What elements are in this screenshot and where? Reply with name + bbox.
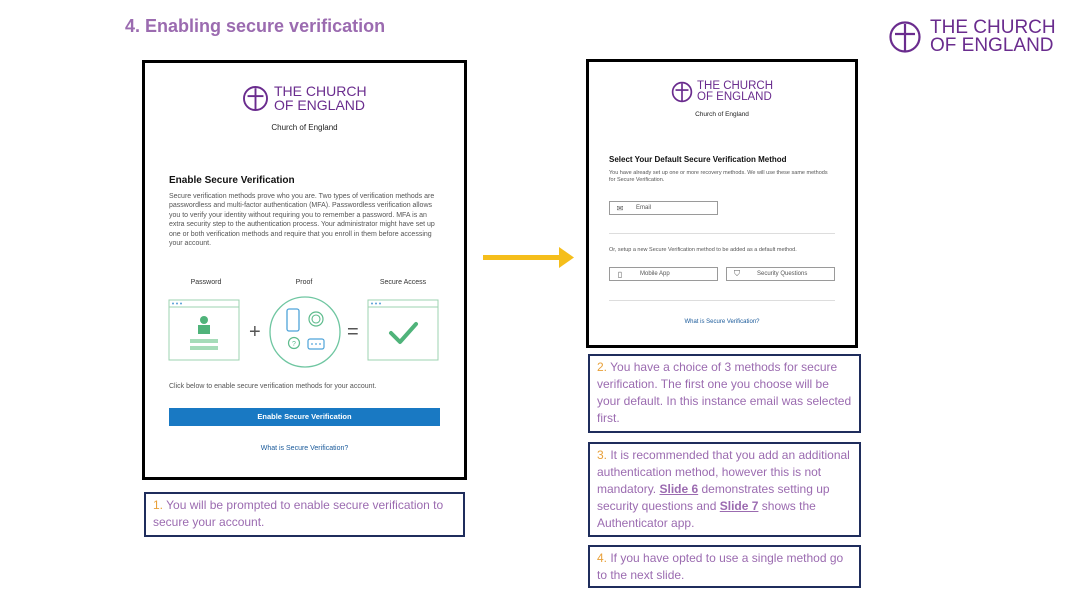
note-text: You have a choice of 3 methods for secure verification. The first one you choose will be your default. In this instance email was selected first. (597, 360, 852, 425)
note-4 (588, 545, 861, 588)
slide-6-link[interactable]: Slide 6 (659, 482, 699, 496)
note-text: If you have opted to use a single method go to the next slide. (597, 551, 844, 582)
note-number: 4. (597, 551, 608, 565)
enable-secure-verification-button[interactable]: Enable Secure Verification (169, 408, 440, 426)
divider (609, 300, 835, 301)
logo-line-1: THE CHURCH (697, 80, 774, 93)
select-method-description: You have already set up one or more recovery methods. We will use these same methods for Secure Verification. (609, 170, 828, 184)
what-is-secure-verification-link[interactable]: What is Secure Verification? (684, 319, 760, 325)
enable-heading: Enable Secure Verification (169, 175, 295, 186)
password-illustration (168, 299, 240, 366)
plus-operator: + (249, 321, 261, 343)
security-questions-option[interactable] (726, 267, 835, 281)
logo-line-1: THE CHURCH (274, 83, 367, 100)
alt-method-text: Or, setup a new Secure Verification method to be added as a default method. (609, 247, 797, 253)
note-2 (588, 354, 861, 433)
screen1-logo (242, 85, 367, 112)
fingerprint-phone-icon (268, 295, 342, 369)
mobile-app-label: Mobile App (640, 271, 670, 277)
note-text: You will be prompted to enable secure verification to secure your account. (153, 498, 444, 529)
mobile-app-option[interactable] (609, 267, 718, 281)
enable-description: Secure verification methods prove who you are. Two types of verification methods are passwordless and multi-factor authentication (MFA). Passwordless verification allows you to verify your identity without requiring you to remember a password. MFA is an extra security step to the authentication process. Your administrator might have set up one or both verification methods and require that you enroll in them before accessing your account. (169, 193, 435, 248)
password-window-icon (168, 299, 240, 361)
secure-access-illustration (367, 299, 439, 366)
envelope-icon: ✉ (616, 203, 624, 213)
church-of-england-logo (888, 19, 1056, 55)
proof-label: Proof (295, 279, 313, 286)
equals-operator: = (347, 321, 359, 343)
screen2-logo (671, 81, 773, 103)
logo-line-1: THE CHURCH (930, 17, 1056, 38)
secure-access-label: Secure Access (379, 279, 427, 286)
note-3 (588, 442, 861, 537)
slide-7-link[interactable]: Slide 7 (719, 499, 759, 513)
note-number: 3. (597, 448, 608, 462)
shield-icon: ⛉ (734, 269, 740, 278)
logo-line-2: OF ENGLAND (930, 35, 1054, 57)
org-name: Church of England (695, 111, 749, 118)
enable-instruction: Click below to enable secure verification methods for your account. (169, 383, 377, 390)
cross-circle-icon (888, 20, 922, 54)
cross-circle-icon (242, 85, 269, 112)
enable-verification-screenshot (142, 60, 467, 480)
select-method-heading: Select Your Default Secure Verification Method (609, 155, 787, 164)
logo-line-2: OF ENGLAND (274, 96, 366, 113)
note-text: shows the Authenticator app. (597, 499, 816, 530)
proof-illustration (268, 295, 342, 374)
cross-circle-icon (671, 81, 693, 103)
note-number: 2. (597, 360, 608, 374)
svg-text:?: ? (292, 341, 296, 348)
phone-icon: ▯ (617, 269, 623, 279)
divider (609, 233, 835, 234)
select-method-screenshot (586, 59, 858, 348)
email-method-option[interactable] (609, 201, 718, 215)
logo-line-2: OF ENGLAND (697, 91, 772, 103)
note-number: 1. (153, 498, 164, 512)
org-name: Church of England (271, 123, 338, 132)
right-arrow-icon (483, 247, 575, 274)
note-text: It is recommended that you add an additional authentication method, however this is not mandatory. (597, 448, 850, 496)
note-text: demonstrates setting up security questions and (597, 482, 830, 513)
slide-title: 4. Enabling secure verification (125, 16, 386, 36)
what-is-secure-verification-link[interactable]: What is Secure Verification? (260, 445, 349, 452)
checkmark-window-icon (367, 299, 439, 361)
email-method-label: Email (636, 205, 652, 211)
password-label: Password (190, 279, 222, 286)
security-questions-label: Security Questions (757, 271, 808, 277)
note-1 (144, 492, 465, 537)
